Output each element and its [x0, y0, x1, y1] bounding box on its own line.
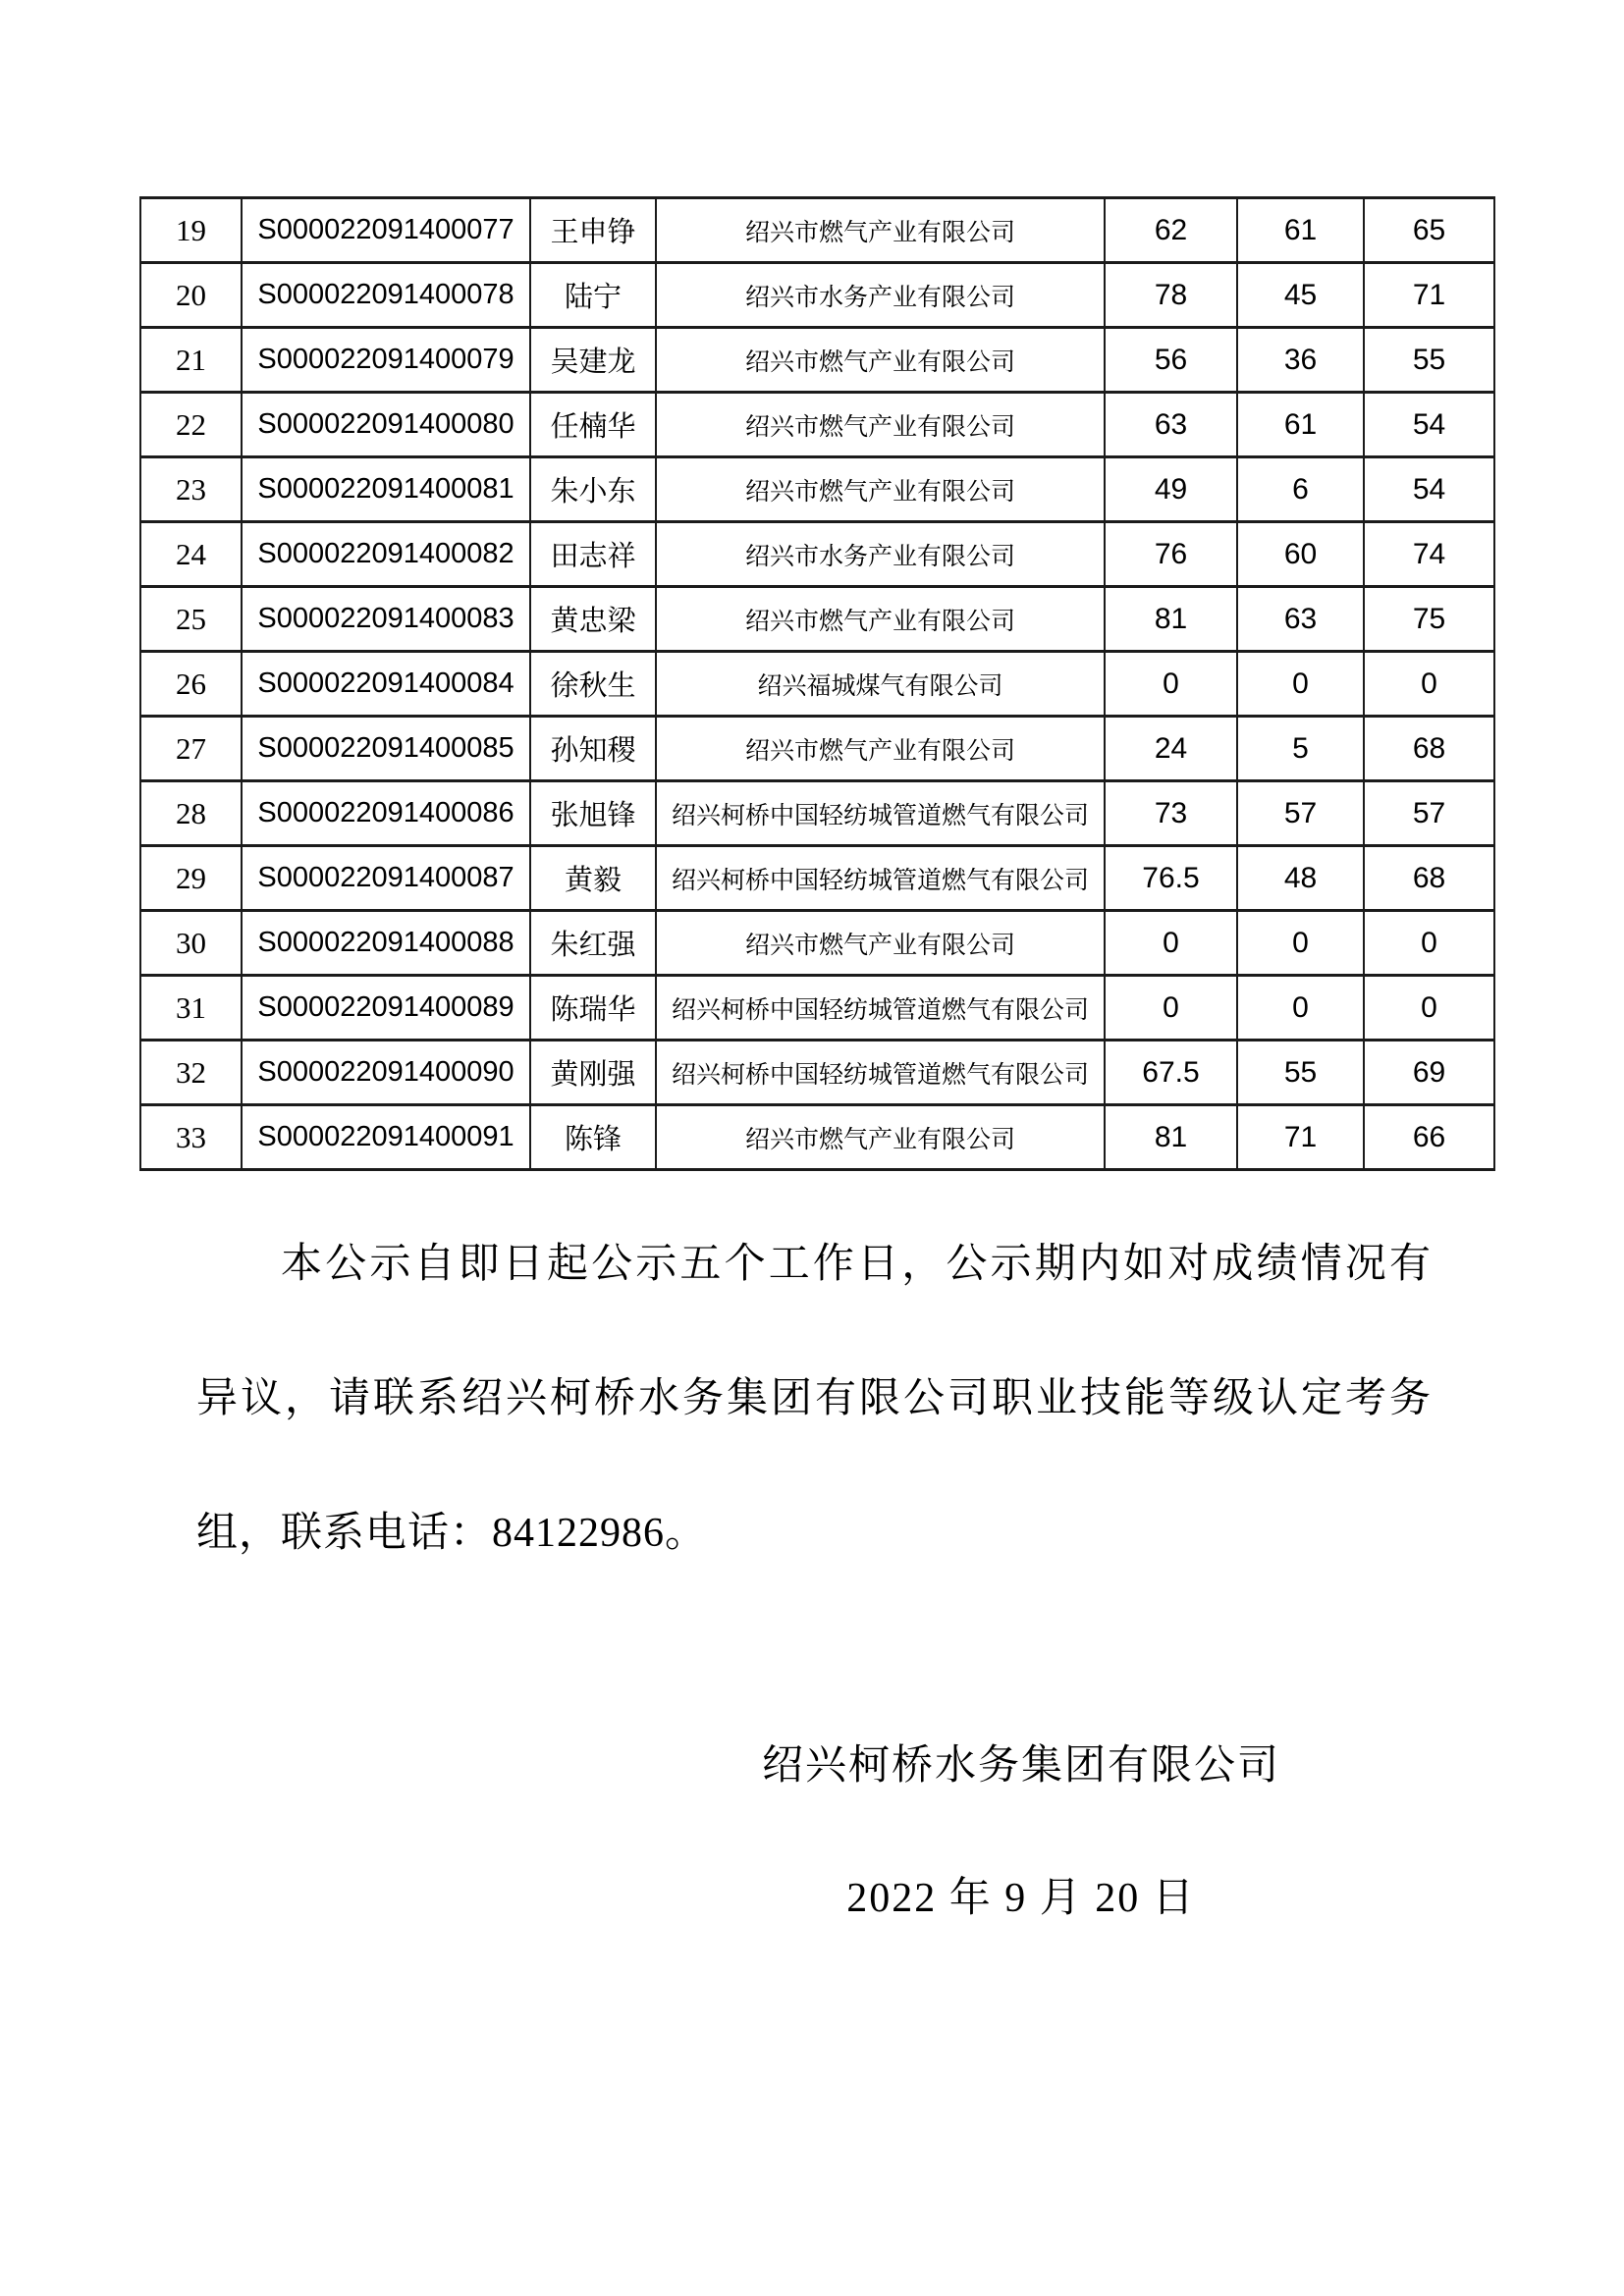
company-cell: 绍兴市水务产业有限公司 — [656, 263, 1105, 328]
company-cell: 绍兴市燃气产业有限公司 — [656, 1105, 1105, 1170]
table-row — [140, 328, 1494, 393]
company-cell: 绍兴市燃气产业有限公司 — [656, 457, 1105, 522]
score-cell-2: 60 — [1237, 522, 1364, 587]
signature-block — [550, 1700, 1492, 1965]
company-cell: 绍兴市燃气产业有限公司 — [656, 198, 1105, 263]
notice-line-3: 组，联系电话：84122986。 — [196, 1511, 708, 1556]
row-number-cell: 23 — [140, 457, 242, 522]
company-cell: 绍兴柯桥中国轻纺城管道燃气有限公司 — [656, 781, 1105, 846]
score-cell-3: 75 — [1364, 587, 1494, 652]
score-table — [139, 196, 1495, 1171]
candidate-id-cell: S000022091400084 — [242, 652, 530, 717]
candidate-name-cell: 黄刚强 — [530, 1041, 656, 1105]
row-number-cell: 25 — [140, 587, 242, 652]
notice-paragraph — [196, 1198, 1432, 1601]
candidate-name-cell: 吴建龙 — [530, 328, 656, 393]
table-row — [140, 717, 1494, 781]
candidate-id-cell: S000022091400079 — [242, 328, 530, 393]
score-cell-3: 57 — [1364, 781, 1494, 846]
score-cell-2: 36 — [1237, 328, 1364, 393]
candidate-id-cell: S000022091400089 — [242, 976, 530, 1041]
company-cell: 绍兴柯桥中国轻纺城管道燃气有限公司 — [656, 1041, 1105, 1105]
candidate-name-cell: 黄毅 — [530, 846, 656, 911]
score-cell-2: 57 — [1237, 781, 1364, 846]
candidate-name-cell: 陈瑞华 — [530, 976, 656, 1041]
candidate-id-cell: S000022091400086 — [242, 781, 530, 846]
candidate-name-cell: 陈锋 — [530, 1105, 656, 1170]
score-cell-3: 71 — [1364, 263, 1494, 328]
score-cell-2: 5 — [1237, 717, 1364, 781]
score-cell-2: 61 — [1237, 393, 1364, 457]
score-cell-1: 0 — [1105, 911, 1237, 976]
company-cell: 绍兴市燃气产业有限公司 — [656, 911, 1105, 976]
row-number-cell: 24 — [140, 522, 242, 587]
candidate-name-cell: 黄忠梁 — [530, 587, 656, 652]
company-cell: 绍兴柯桥中国轻纺城管道燃气有限公司 — [656, 976, 1105, 1041]
table-row — [140, 522, 1494, 587]
score-cell-1: 78 — [1105, 263, 1237, 328]
score-cell-2: 55 — [1237, 1041, 1364, 1105]
candidate-id-cell: S000022091400083 — [242, 587, 530, 652]
score-cell-2: 45 — [1237, 263, 1364, 328]
score-cell-2: 48 — [1237, 846, 1364, 911]
candidate-id-cell: S000022091400085 — [242, 717, 530, 781]
table-row — [140, 846, 1494, 911]
candidate-name-cell: 任楠华 — [530, 393, 656, 457]
score-cell-1: 24 — [1105, 717, 1237, 781]
company-cell: 绍兴市燃气产业有限公司 — [656, 393, 1105, 457]
company-cell: 绍兴市燃气产业有限公司 — [656, 328, 1105, 393]
score-cell-2: 0 — [1237, 911, 1364, 976]
row-number-cell: 26 — [140, 652, 242, 717]
score-cell-3: 68 — [1364, 846, 1494, 911]
row-number-cell: 19 — [140, 198, 242, 263]
row-number-cell: 20 — [140, 263, 242, 328]
company-cell: 绍兴福城煤气有限公司 — [656, 652, 1105, 717]
candidate-id-cell: S000022091400088 — [242, 911, 530, 976]
table-row — [140, 976, 1494, 1041]
row-number-cell: 22 — [140, 393, 242, 457]
score-cell-1: 62 — [1105, 198, 1237, 263]
row-number-cell: 29 — [140, 846, 242, 911]
score-cell-3: 74 — [1364, 522, 1494, 587]
signature-company: 绍兴柯桥水务集团有限公司 — [761, 1743, 1280, 1789]
score-cell-2: 0 — [1237, 652, 1364, 717]
table-row — [140, 587, 1494, 652]
score-cell-2: 63 — [1237, 587, 1364, 652]
score-cell-1: 67.5 — [1105, 1041, 1237, 1105]
score-cell-3: 54 — [1364, 393, 1494, 457]
company-cell: 绍兴市水务产业有限公司 — [656, 522, 1105, 587]
score-cell-1: 81 — [1105, 587, 1237, 652]
score-cell-1: 49 — [1105, 457, 1237, 522]
score-cell-1: 73 — [1105, 781, 1237, 846]
candidate-name-cell: 田志祥 — [530, 522, 656, 587]
company-cell: 绍兴柯桥中国轻纺城管道燃气有限公司 — [656, 846, 1105, 911]
candidate-id-cell: S000022091400081 — [242, 457, 530, 522]
candidate-name-cell: 王申铮 — [530, 198, 656, 263]
score-cell-3: 65 — [1364, 198, 1494, 263]
table-row — [140, 393, 1494, 457]
score-cell-1: 0 — [1105, 976, 1237, 1041]
candidate-name-cell: 孙知稷 — [530, 717, 656, 781]
candidate-name-cell: 陆宁 — [530, 263, 656, 328]
table-row — [140, 263, 1494, 328]
company-cell: 绍兴市燃气产业有限公司 — [656, 587, 1105, 652]
row-number-cell: 33 — [140, 1105, 242, 1170]
candidate-id-cell: S000022091400090 — [242, 1041, 530, 1105]
signature-date: 2022 年 9 月 20 日 — [846, 1876, 1196, 1921]
score-cell-1: 56 — [1105, 328, 1237, 393]
candidate-name-cell: 朱小东 — [530, 457, 656, 522]
row-number-cell: 31 — [140, 976, 242, 1041]
score-cell-3: 0 — [1364, 976, 1494, 1041]
score-cell-3: 69 — [1364, 1041, 1494, 1105]
score-cell-1: 76 — [1105, 522, 1237, 587]
score-cell-3: 66 — [1364, 1105, 1494, 1170]
candidate-id-cell: S000022091400091 — [242, 1105, 530, 1170]
score-cell-3: 0 — [1364, 652, 1494, 717]
score-cell-3: 54 — [1364, 457, 1494, 522]
score-cell-3: 68 — [1364, 717, 1494, 781]
score-cell-1: 0 — [1105, 652, 1237, 717]
score-cell-1: 63 — [1105, 393, 1237, 457]
score-cell-1: 76.5 — [1105, 846, 1237, 911]
table-row — [140, 911, 1494, 976]
notice-line-2: 异议，请联系绍兴柯桥水务集团有限公司职业技能等级认定考务 — [196, 1376, 1432, 1421]
row-number-cell: 21 — [140, 328, 242, 393]
score-cell-3: 55 — [1364, 328, 1494, 393]
score-cell-1: 81 — [1105, 1105, 1237, 1170]
row-number-cell: 30 — [140, 911, 242, 976]
table-row — [140, 457, 1494, 522]
table-row — [140, 781, 1494, 846]
score-cell-2: 0 — [1237, 976, 1364, 1041]
row-number-cell: 28 — [140, 781, 242, 846]
notice-line-1: 本公示自即日起公示五个工作日，公示期内如对成绩情况有 — [281, 1242, 1432, 1287]
candidate-name-cell: 徐秋生 — [530, 652, 656, 717]
candidate-id-cell: S000022091400077 — [242, 198, 530, 263]
table-row — [140, 1105, 1494, 1170]
candidate-name-cell: 朱红强 — [530, 911, 656, 976]
row-number-cell: 32 — [140, 1041, 242, 1105]
row-number-cell: 27 — [140, 717, 242, 781]
company-cell: 绍兴市燃气产业有限公司 — [656, 717, 1105, 781]
score-cell-2: 71 — [1237, 1105, 1364, 1170]
candidate-name-cell: 张旭锋 — [530, 781, 656, 846]
score-cell-3: 0 — [1364, 911, 1494, 976]
candidate-id-cell: S000022091400082 — [242, 522, 530, 587]
table-row — [140, 652, 1494, 717]
score-cell-2: 61 — [1237, 198, 1364, 263]
score-cell-2: 6 — [1237, 457, 1364, 522]
candidate-id-cell: S000022091400087 — [242, 846, 530, 911]
table-row — [140, 1041, 1494, 1105]
candidate-id-cell: S000022091400080 — [242, 393, 530, 457]
table-row — [140, 198, 1494, 263]
candidate-id-cell: S000022091400078 — [242, 263, 530, 328]
